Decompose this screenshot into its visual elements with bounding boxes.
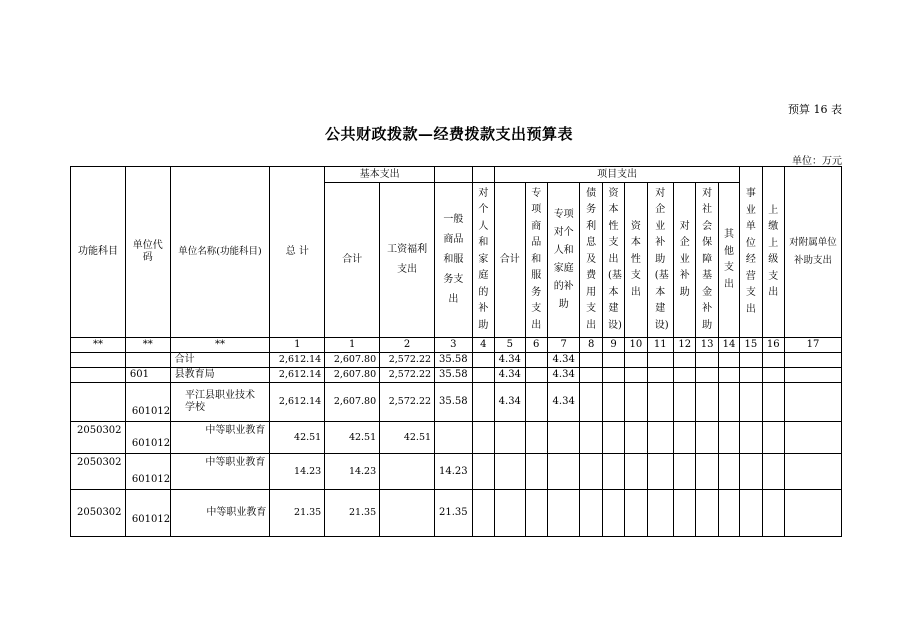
cell-empty	[674, 422, 696, 454]
cell-empty	[718, 383, 739, 422]
cell-special-personal: 4.34	[547, 383, 580, 422]
cell-code: 601	[125, 368, 170, 383]
page-title: 公共财政拨款—经费拨款支出预算表	[324, 125, 573, 143]
cell-proj-sum: 4.34	[495, 353, 526, 368]
table-row	[71, 454, 842, 490]
cell-empty	[740, 368, 762, 383]
cell-empty	[674, 353, 696, 368]
cell-empty	[674, 454, 696, 490]
table-row	[71, 368, 842, 383]
header-func: 功能科目	[71, 167, 126, 338]
cell-special-personal	[547, 422, 580, 454]
header-basic-blank2	[472, 167, 494, 183]
cell-empty	[718, 368, 739, 383]
cell-special-goods	[525, 422, 547, 454]
cell-name: 县教育局	[170, 368, 270, 383]
header-total: 总 计	[270, 167, 325, 338]
cell-empty	[740, 454, 762, 490]
cell-proj-sum	[495, 490, 526, 537]
col-num: **	[125, 338, 170, 353]
cell-salary: 2,572.22	[380, 353, 435, 368]
cell-empty	[580, 454, 602, 490]
cell-empty	[784, 454, 841, 490]
cell-code: 601012	[125, 422, 170, 454]
cell-empty	[647, 353, 673, 368]
col-num: 6	[525, 338, 547, 353]
col-num: 2	[380, 338, 435, 353]
cell-empty	[580, 490, 602, 537]
cell-empty	[625, 454, 647, 490]
header-personal: 对个人和家庭的补助	[472, 183, 494, 338]
cell-empty	[625, 368, 647, 383]
cell-goods	[435, 422, 473, 454]
header-capital: 资本性支出(基本建设)	[602, 183, 624, 338]
cell-goods: 35.58	[435, 383, 473, 422]
cell-empty	[784, 383, 841, 422]
col-num: 7	[547, 338, 580, 353]
cell-func: 2050302	[71, 422, 126, 454]
cell-empty	[696, 383, 718, 422]
cell-personal	[472, 422, 494, 454]
budget-table	[70, 166, 842, 537]
cell-empty	[762, 353, 784, 368]
cell-empty	[718, 353, 739, 368]
col-num: **	[71, 338, 126, 353]
cell-special-personal	[547, 454, 580, 490]
cell-empty	[784, 368, 841, 383]
cell-empty	[762, 454, 784, 490]
cell-empty	[674, 490, 696, 537]
cell-empty	[674, 383, 696, 422]
cell-func: 2050302	[71, 454, 126, 490]
header-enterprise: 对企业补助(基本建设)	[647, 183, 673, 338]
form-number: 预算 16 表	[788, 103, 842, 116]
cell-empty	[740, 422, 762, 454]
col-num: 17	[784, 338, 841, 353]
cell-special-goods	[525, 368, 547, 383]
cell-goods: 35.58	[435, 353, 473, 368]
cell-empty	[647, 383, 673, 422]
cell-goods: 14.23	[435, 454, 473, 490]
col-num: 5	[495, 338, 526, 353]
cell-total: 2,612.14	[270, 368, 325, 383]
cell-empty	[602, 383, 624, 422]
header-other: 其他支出	[718, 183, 739, 338]
cell-salary: 42.51	[380, 422, 435, 454]
cell-name: 平江县职业技术学校	[170, 383, 270, 422]
column-number-row	[71, 338, 842, 353]
header-special-goods: 专项商品和服务支出	[525, 183, 547, 338]
header-code: 单位代码	[125, 167, 170, 338]
header-enterprise2: 对企业补助	[674, 183, 696, 338]
cell-salary: 2,572.22	[380, 383, 435, 422]
cell-empty	[602, 422, 624, 454]
cell-func	[71, 353, 126, 368]
cell-func	[71, 383, 126, 422]
col-num: 12	[674, 338, 696, 353]
cell-personal	[472, 490, 494, 537]
cell-func	[71, 368, 126, 383]
cell-total: 21.35	[270, 490, 325, 537]
col-num: 3	[435, 338, 473, 353]
cell-empty	[674, 368, 696, 383]
unit-label: 单位：万元	[792, 156, 842, 167]
header-salary: 工资福利支出	[380, 183, 435, 338]
cell-empty	[784, 490, 841, 537]
col-num: 13	[696, 338, 718, 353]
header-basic: 基本支出	[325, 167, 435, 183]
col-num: **	[170, 338, 270, 353]
cell-empty	[580, 383, 602, 422]
header-project: 项目支出	[495, 167, 740, 183]
cell-goods: 21.35	[435, 490, 473, 537]
cell-special-personal: 4.34	[547, 353, 580, 368]
header-upper: 上缴上级支出	[762, 167, 784, 338]
col-num: 11	[647, 338, 673, 353]
cell-name: 合计	[170, 353, 270, 368]
cell-empty	[647, 454, 673, 490]
cell-empty	[718, 422, 739, 454]
cell-name: 中等职业教育	[170, 422, 270, 454]
header-name: 单位名称(功能科目)	[170, 167, 270, 338]
cell-special-goods	[525, 490, 547, 537]
cell-basic-sum: 2,607.80	[325, 353, 380, 368]
cell-special-goods	[525, 454, 547, 490]
cell-empty	[602, 368, 624, 383]
col-num: 16	[762, 338, 784, 353]
col-num: 10	[625, 338, 647, 353]
cell-basic-sum: 2,607.80	[325, 383, 380, 422]
col-num: 4	[472, 338, 494, 353]
cell-special-personal: 4.34	[547, 368, 580, 383]
cell-total: 42.51	[270, 422, 325, 454]
cell-basic-sum: 42.51	[325, 422, 380, 454]
cell-total: 14.23	[270, 454, 325, 490]
cell-empty	[784, 422, 841, 454]
cell-empty	[762, 490, 784, 537]
cell-personal	[472, 368, 494, 383]
cell-proj-sum: 4.34	[495, 383, 526, 422]
header-capital2: 资本性支出	[625, 183, 647, 338]
cell-empty	[647, 422, 673, 454]
col-num: 15	[740, 338, 762, 353]
header-social: 对社会保障基金补助	[696, 183, 718, 338]
cell-empty	[580, 422, 602, 454]
cell-personal	[472, 353, 494, 368]
cell-personal	[472, 383, 494, 422]
cell-empty	[762, 422, 784, 454]
cell-salary	[380, 454, 435, 490]
cell-empty	[602, 490, 624, 537]
cell-proj-sum: 4.34	[495, 368, 526, 383]
cell-empty	[647, 368, 673, 383]
cell-salary: 2,572.22	[380, 368, 435, 383]
cell-empty	[696, 368, 718, 383]
cell-empty	[625, 490, 647, 537]
cell-code: 601012	[125, 490, 170, 537]
cell-special-goods	[525, 353, 547, 368]
cell-code	[125, 353, 170, 368]
cell-empty	[696, 454, 718, 490]
header-basic-blank	[435, 167, 473, 183]
cell-total: 2,612.14	[270, 383, 325, 422]
table-row	[71, 422, 842, 454]
cell-personal	[472, 454, 494, 490]
cell-proj-sum	[495, 454, 526, 490]
cell-empty	[625, 353, 647, 368]
cell-empty	[625, 383, 647, 422]
cell-empty	[740, 353, 762, 368]
cell-empty	[784, 353, 841, 368]
header-basic-sum: 合计	[325, 183, 380, 338]
cell-basic-sum: 21.35	[325, 490, 380, 537]
cell-empty	[696, 422, 718, 454]
cell-empty	[762, 368, 784, 383]
cell-empty	[740, 490, 762, 537]
cell-empty	[580, 353, 602, 368]
cell-proj-sum	[495, 422, 526, 454]
col-num: 9	[602, 338, 624, 353]
cell-name: 中等职业教育	[170, 454, 270, 490]
col-num: 8	[580, 338, 602, 353]
cell-empty	[718, 490, 739, 537]
cell-salary	[380, 490, 435, 537]
cell-empty	[718, 454, 739, 490]
cell-total: 2,612.14	[270, 353, 325, 368]
cell-special-personal	[547, 490, 580, 537]
table-row	[71, 353, 842, 368]
table-row	[71, 490, 842, 537]
col-num: 1	[270, 338, 325, 353]
header-goods: 一般商品和服务支出	[435, 183, 473, 338]
col-num: 14	[718, 338, 739, 353]
table-row	[71, 383, 842, 422]
cell-goods: 35.58	[435, 368, 473, 383]
cell-empty	[762, 383, 784, 422]
cell-code: 601012	[125, 454, 170, 490]
cell-empty	[647, 490, 673, 537]
cell-empty	[625, 422, 647, 454]
header-special-personal: 专项对个人和家庭的补助	[547, 183, 580, 338]
cell-code: 601012	[125, 383, 170, 422]
cell-name: 中等职业教育	[170, 490, 270, 537]
cell-empty	[602, 353, 624, 368]
cell-empty	[740, 383, 762, 422]
header-debt: 债务利息及费用支出	[580, 183, 602, 338]
header-business: 事业单位经营支出	[740, 167, 762, 338]
cell-basic-sum: 2,607.80	[325, 368, 380, 383]
cell-empty	[580, 368, 602, 383]
header-affiliated: 对附属单位补助支出	[784, 167, 841, 338]
cell-func: 2050302	[71, 490, 126, 537]
cell-empty	[696, 490, 718, 537]
cell-special-goods	[525, 383, 547, 422]
cell-basic-sum: 14.23	[325, 454, 380, 490]
cell-empty	[602, 454, 624, 490]
col-num: 1	[325, 338, 380, 353]
cell-empty	[696, 353, 718, 368]
header-proj-sum: 合计	[495, 183, 526, 338]
